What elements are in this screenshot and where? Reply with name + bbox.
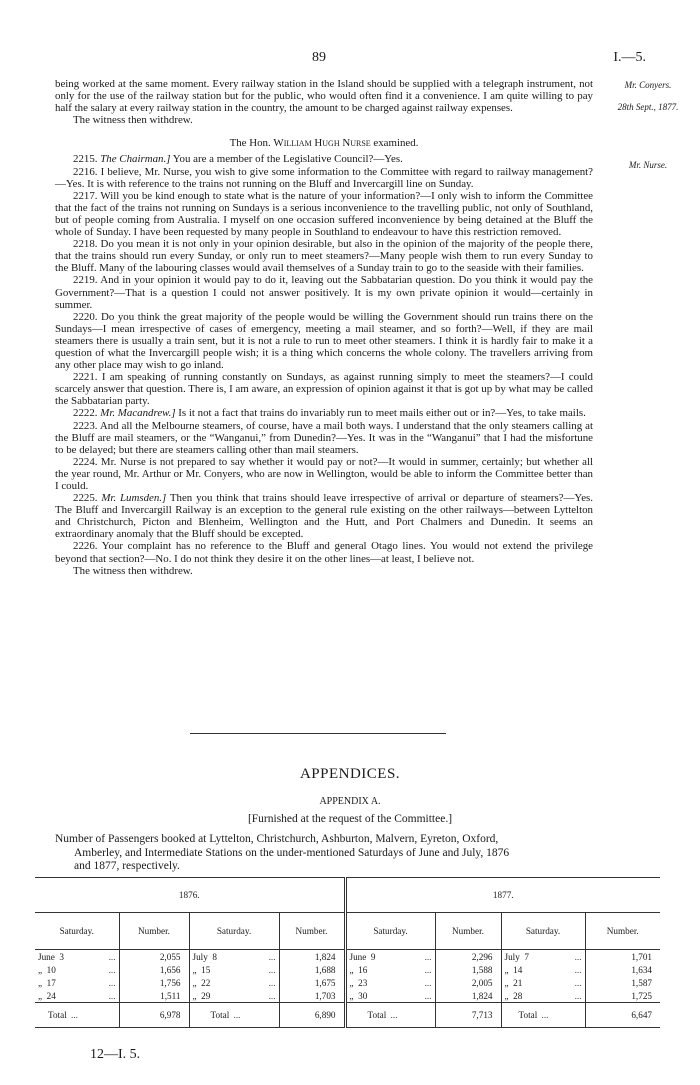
saturday-date: June 9 bbox=[349, 951, 376, 962]
q-speaker: The Chairman.] bbox=[100, 153, 171, 166]
appendices-title: APPENDICES. bbox=[299, 766, 401, 782]
number-cell: 1,588 bbox=[435, 963, 501, 976]
number-cell: 2,296 bbox=[435, 950, 501, 964]
saturday-cell bbox=[35, 989, 119, 1003]
leader-dots: ... bbox=[574, 990, 582, 1001]
question-2216: 2216. I believe, Mr. Nurse, you wish to give some information to the Committee with regard to railway management?—Yes. It is with reference to the trains not running on the Bluff and Invercargill line on Sunday. bbox=[55, 165, 593, 190]
leader-dots: ... bbox=[574, 951, 582, 962]
leader-dots: ... bbox=[390, 1010, 398, 1020]
total-label-cell bbox=[501, 1003, 585, 1028]
paragraph-withdrew: The witness then withdrew. bbox=[73, 114, 193, 127]
saturday-date: „ 30 bbox=[349, 990, 368, 1001]
section-divider bbox=[190, 733, 446, 734]
number-cell: 1,656 bbox=[119, 963, 189, 976]
number-cell: 1,511 bbox=[119, 989, 189, 1003]
saturday-cell bbox=[345, 976, 435, 989]
caption-line: and 1877, respectively. bbox=[74, 860, 180, 872]
total-label: Total bbox=[367, 1010, 387, 1020]
table-caption bbox=[55, 833, 655, 874]
leader-dots: ... bbox=[268, 977, 276, 988]
saturday-cell bbox=[189, 989, 279, 1003]
saturday-date: „ 22 bbox=[192, 977, 211, 988]
caption-line: Number of Passengers booked at Lyttelton, Christchurch, Ashburton, Malvern, Eyreton, Oxford, bbox=[55, 833, 499, 845]
saturday-cell bbox=[189, 950, 279, 964]
leader-dots: ... bbox=[71, 1010, 78, 1020]
leader-dots: ... bbox=[574, 977, 582, 988]
total-label: Total bbox=[518, 1010, 538, 1020]
total-row bbox=[35, 1003, 660, 1028]
number-cell: 1,824 bbox=[435, 989, 501, 1003]
leader-dots: ... bbox=[541, 1010, 549, 1020]
number-cell: 1,703 bbox=[279, 989, 345, 1003]
exam-pre: The Hon. bbox=[229, 137, 274, 150]
year-header-1877: 1877. bbox=[345, 878, 660, 913]
col-header-saturday: Saturday. bbox=[345, 913, 435, 950]
page-header bbox=[0, 50, 700, 68]
saturday-date: „ 10 bbox=[38, 964, 56, 975]
paragraph-intro: being worked at the same moment. Every railway station in the Island should be supplied with a telegraph instrument, not only for the use of the railway station but for the public, who would often find it a convenience. I am quite willing to pay half the salary at every railway station in the country, the amount to be charged against railway expenses. bbox=[55, 78, 593, 115]
saturday-cell bbox=[501, 976, 585, 989]
question-2215 bbox=[55, 153, 593, 165]
leader-dots: ... bbox=[268, 964, 276, 975]
saturday-cell bbox=[345, 963, 435, 976]
q-number: 2225. bbox=[73, 492, 98, 505]
number-cell: 1,688 bbox=[279, 963, 345, 976]
col-header-number: Number. bbox=[435, 913, 501, 950]
question-2224: 2224. Mr. Nurse is not prepared to say whether it would pay or not?—It would in summer, certainly; but whether all the year round, Mr. Arthur or Mr. Conyers, who are now in Wellington, would be able to inform the Committee better than I could. bbox=[55, 455, 593, 492]
margin-date: 28th Sept., 1877. bbox=[617, 101, 679, 112]
col-header-number: Number. bbox=[585, 913, 660, 950]
number-cell: 1,634 bbox=[585, 963, 660, 976]
number-cell: 1,756 bbox=[119, 976, 189, 989]
number-cell: 2,005 bbox=[435, 976, 501, 989]
witness-name: William Hugh Nurse bbox=[273, 137, 371, 150]
appendix-a-heading: APPENDIX A. bbox=[319, 796, 381, 807]
leader-dots: ... bbox=[108, 964, 116, 975]
saturday-date: July 7 bbox=[504, 951, 530, 962]
leader-dots: ... bbox=[268, 951, 276, 962]
saturday-date: „ 16 bbox=[349, 964, 368, 975]
number-cell: 2,055 bbox=[119, 950, 189, 964]
leader-dots: ... bbox=[424, 951, 432, 962]
col-header-number: Number. bbox=[279, 913, 345, 950]
furnished-note: [Furnished at the request of the Committee.] bbox=[247, 813, 453, 825]
total-label-cell bbox=[35, 1003, 119, 1028]
col-header-saturday: Saturday. bbox=[35, 913, 119, 950]
question-2223: 2223. And all the Melbourne steamers, of course, have a mail both ways. I understand that the only steamers calling at the Bluff are mail steamers, or the “Wanganui,” from Dunedin?—Yes. It was in the “Wanganui” that I had the misfortune to be delayed; but there are steamers calling other than mail steamers. bbox=[55, 419, 593, 456]
leader-dots: ... bbox=[574, 964, 582, 975]
number-cell: 1,701 bbox=[585, 950, 660, 964]
q-speaker: Mr. Lumsden.] bbox=[101, 492, 167, 505]
saturday-date: „ 24 bbox=[38, 990, 56, 1001]
year-header-1876: 1876. bbox=[35, 878, 345, 913]
question-2218: 2218. Do you mean it is not only in your opinion desirable, but also in the opinion of the majority of the people there, that the trains should run every Sunday, or only run to meet steamers?—Many people wish them to run every Sunday to the Bluff. Many of the labouring classes would avail themselves of a Sunday train to go to the seaside with their families. bbox=[55, 238, 593, 275]
saturday-cell bbox=[35, 950, 119, 964]
question-2221: 2221. I am speaking of running constantly on Sundays, as against running simply to meet the steamers?—I could scarcely answer that question. There is, I am aware, an expression of opinion against it that is got up by what may be called the Sabbatarian party. bbox=[55, 371, 593, 408]
leader-dots: ... bbox=[108, 990, 116, 1001]
table-row bbox=[35, 950, 660, 964]
q-number: 2215. bbox=[73, 153, 98, 166]
page-number: 89 bbox=[312, 50, 326, 65]
saturday-date: June 3 bbox=[38, 951, 65, 962]
saturday-cell bbox=[345, 989, 435, 1003]
q-text: You are a member of the Legislative Council?—Yes. bbox=[170, 153, 403, 166]
saturday-cell bbox=[189, 976, 279, 989]
number-cell: 1,675 bbox=[279, 976, 345, 989]
leader-dots: ... bbox=[424, 977, 432, 988]
saturday-cell bbox=[35, 976, 119, 989]
number-cell: 1,725 bbox=[585, 989, 660, 1003]
table-row bbox=[35, 976, 660, 989]
q-speaker: Mr. Macandrew.] bbox=[100, 407, 176, 420]
leader-dots: ... bbox=[424, 964, 432, 975]
question-2222 bbox=[55, 407, 593, 419]
leader-dots: ... bbox=[424, 990, 432, 1001]
saturday-date: „ 23 bbox=[349, 977, 368, 988]
total-value: 6,978 bbox=[119, 1003, 189, 1028]
total-value: 7,713 bbox=[435, 1003, 501, 1028]
total-label-cell bbox=[189, 1003, 279, 1028]
caption-line: Amberley, and Intermediate Stations on the under-mentioned Saturdays of June and July, 1876 bbox=[74, 846, 510, 859]
saturday-cell bbox=[345, 950, 435, 964]
saturday-cell bbox=[35, 963, 119, 976]
saturday-date: „ 29 bbox=[192, 990, 211, 1001]
total-label: Total bbox=[210, 1010, 230, 1020]
question-2225 bbox=[55, 492, 593, 540]
question-2219: 2219. And in your opinion it would pay to do it, leaving out the Sabbatarian question. Do you think it would pay the Government?—That is a question I could not answer positively. It is my own private opinion it would—certainly in summer. bbox=[55, 274, 593, 311]
saturday-date: „ 21 bbox=[504, 977, 523, 988]
saturday-date: „ 28 bbox=[504, 990, 523, 1001]
col-header-number: Number. bbox=[119, 913, 189, 950]
saturday-cell bbox=[501, 963, 585, 976]
col-header-saturday: Saturday. bbox=[501, 913, 585, 950]
saturday-cell bbox=[501, 989, 585, 1003]
table-row bbox=[35, 963, 660, 976]
q-number: 2222. bbox=[73, 407, 98, 420]
number-cell: 1,824 bbox=[279, 950, 345, 964]
exam-post: examined. bbox=[370, 137, 419, 150]
number-cell: 1,587 bbox=[585, 976, 660, 989]
margin-name: Mr. Conyers. bbox=[624, 80, 672, 90]
page-reference: I.—5. bbox=[613, 50, 646, 65]
page-footer-signature: 12—I. 5. bbox=[90, 1047, 141, 1062]
total-label-cell bbox=[345, 1003, 435, 1028]
margin-name-nurse: Mr. Nurse. bbox=[628, 160, 668, 170]
leader-dots: ... bbox=[108, 977, 116, 988]
margin-note-conyers bbox=[603, 80, 693, 113]
table-row bbox=[35, 989, 660, 1003]
saturday-date: „ 15 bbox=[192, 964, 211, 975]
paragraph-withdrew-2: The witness then withdrew. bbox=[73, 564, 193, 577]
saturday-date: „ 17 bbox=[38, 977, 56, 988]
examination-heading bbox=[55, 137, 593, 149]
column-header-row bbox=[35, 913, 660, 950]
question-2220: 2220. Do you think the great majority of the people would be willing the Government should run trains there on the Sundays—I mean irrespective of cases of emergency, meeting a mail steamer, and so forth?—Well, if they are mail steamers there is usually a train sent, but it is not a rule to run to meet other steamers. I think it is hardly fair to make it a question of what the Invercargill people wish; it is a thing which concerns the whole colony. The travellers arriving from any other place may wish to go inland. bbox=[55, 310, 593, 372]
evidence-body bbox=[55, 78, 593, 577]
saturday-date: July 8 bbox=[192, 951, 218, 962]
col-header-saturday: Saturday. bbox=[189, 913, 279, 950]
leader-dots: ... bbox=[268, 990, 276, 1001]
leader-dots: ... bbox=[233, 1010, 241, 1020]
table-body bbox=[35, 950, 660, 1003]
leader-dots: ... bbox=[108, 951, 116, 962]
saturday-cell bbox=[501, 950, 585, 964]
total-label: Total bbox=[48, 1010, 67, 1020]
total-value: 6,890 bbox=[279, 1003, 345, 1028]
q-text: Then you think that trains should leave irrespective of arrival or departure of steamers?—Yes. The Bluff and Invercargill Railway is an exception to the general rule existing on the other railways—between Lyttelton and Christchurch, Picton and Blenheim, Wellington and the Hutt, and Port Chalmers and Dunedin. It seems an extraordinary anomaly that the Bluff should be excepted. bbox=[55, 492, 593, 541]
saturday-cell bbox=[189, 963, 279, 976]
total-value: 6,647 bbox=[585, 1003, 660, 1028]
saturday-date: „ 14 bbox=[504, 964, 523, 975]
q-text: Is it not a fact that trains do invariably run to meet mails either out or in?—Yes, to take mails. bbox=[175, 407, 586, 420]
question-2226: 2226. Your complaint has no reference to the Bluff and general Otago lines. You would not extend the privilege beyond that section?—No. I do not think they desire it on the other lines—at least, I believe not. bbox=[55, 540, 593, 565]
margin-note-nurse bbox=[603, 160, 693, 172]
question-2217: 2217. Will you be kind enough to state what is the nature of your information?—I only wish to inform the Committee that the fact of the trains not running on Sundays is a serious inconvenience to the travelling public, not only of Southland, but of people coming from Australia. I myself on one occasion suffered inconvenience by being detained at the Bluff the whole of Sunday. I have been requested by many people in Southland to endeavour to have this restriction removed. bbox=[55, 189, 593, 239]
passenger-table bbox=[35, 877, 660, 1028]
year-row bbox=[35, 878, 660, 913]
